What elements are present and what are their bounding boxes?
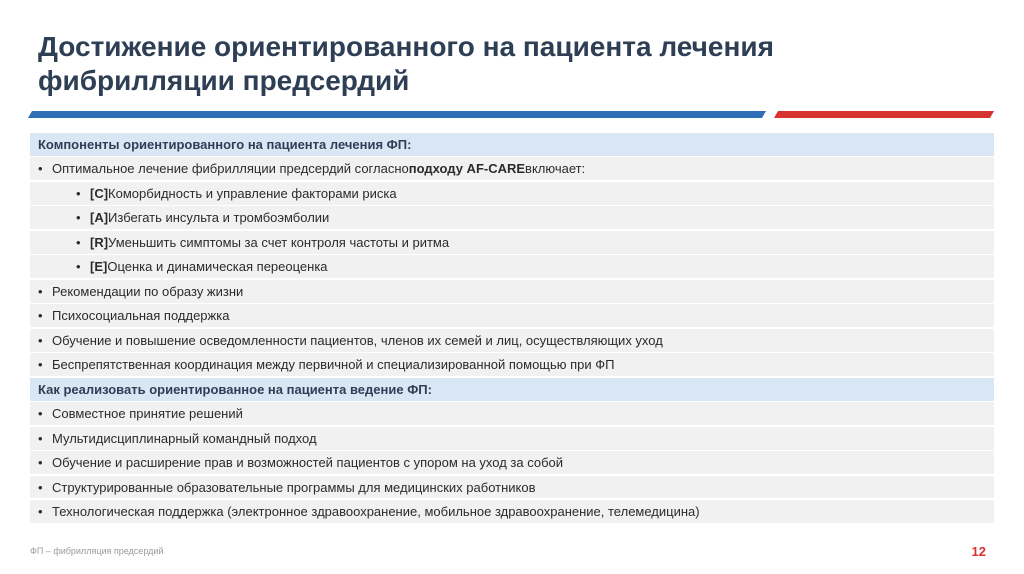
list-item: [30, 402, 994, 425]
item-text: Уменьшить симптомы за счет контроля частоты и ритма: [108, 234, 450, 250]
list-subitem: [30, 206, 994, 229]
item-text: Структурированные образовательные программы для медицинских работников: [52, 479, 536, 495]
item-text: Коморбидность и управление факторами риска: [108, 185, 397, 201]
page-number: 12: [971, 544, 986, 559]
bullet: •: [76, 234, 81, 250]
list-item: [30, 157, 994, 180]
item-tag: [C]: [90, 185, 109, 201]
item-text: Технологическая поддержка (электронное здравоохранение, мобильное здравоохранение, телемедицина): [52, 504, 700, 520]
bullet: •: [38, 455, 43, 471]
list-item: [30, 500, 994, 523]
footnote: ФП – фибрилляция предсердий: [30, 546, 164, 556]
bullet: •: [76, 259, 81, 275]
bullet: •: [38, 283, 43, 299]
decor-stripe-red: [774, 111, 994, 118]
section-header: Как реализовать ориентированное на пациента ведение ФП:: [30, 378, 994, 401]
list-item: [30, 427, 994, 450]
bullet: •: [38, 357, 43, 373]
bullet: •: [76, 185, 81, 201]
list-item: [30, 476, 994, 499]
list-subitem: [30, 182, 994, 205]
item-text-bold: подходу AF-CARE: [408, 161, 526, 177]
bullet: •: [76, 210, 81, 226]
list-item: [30, 304, 994, 327]
item-text: Оценка и динамическая переоценка: [107, 259, 328, 275]
bullet: •: [38, 479, 43, 495]
item-text: Беспрепятственная координация между первичной и специализированной помощью при ФП: [52, 357, 615, 373]
item-text: Совместное принятие решений: [52, 406, 243, 422]
item-text: Психосоциальная поддержка: [52, 308, 230, 324]
list-item: [30, 451, 994, 474]
item-tag: [E]: [90, 259, 108, 275]
item-text: Оптимальное лечение фибрилляции предсердий согласно: [52, 161, 409, 177]
list-item: [30, 353, 994, 376]
item-text: Обучение и расширение прав и возможностей пациентов с упором на уход за собой: [52, 455, 564, 471]
content-table: [30, 133, 994, 525]
item-tag: [A]: [90, 210, 109, 226]
list-subitem: [30, 231, 994, 254]
bullet: •: [38, 406, 43, 422]
bullet: •: [38, 332, 43, 348]
list-subitem: [30, 255, 994, 278]
bullet: •: [38, 161, 43, 177]
item-text: Избегать инсульта и тромбоэмболии: [108, 210, 330, 226]
bullet: •: [38, 430, 43, 446]
bullet: •: [38, 504, 43, 520]
slide-title: Достижение ориентированного на пациента лечения фибрилляции предсердий: [38, 31, 774, 96]
section-header: Компоненты ориентированного на пациента лечения ФП:: [30, 133, 994, 156]
list-item: [30, 329, 994, 352]
decor-stripe-blue: [28, 111, 766, 118]
bullet: •: [38, 308, 43, 324]
list-item: [30, 280, 994, 303]
item-text: Обучение и повышение осведомленности пациентов, членов их семей и лиц, осуществляющих уход: [52, 332, 663, 348]
item-text: Рекомендации по образу жизни: [52, 283, 244, 299]
item-tag: [R]: [90, 234, 109, 250]
item-text: Мультидисциплинарный командный подход: [52, 430, 317, 446]
item-text: включает:: [525, 161, 586, 177]
